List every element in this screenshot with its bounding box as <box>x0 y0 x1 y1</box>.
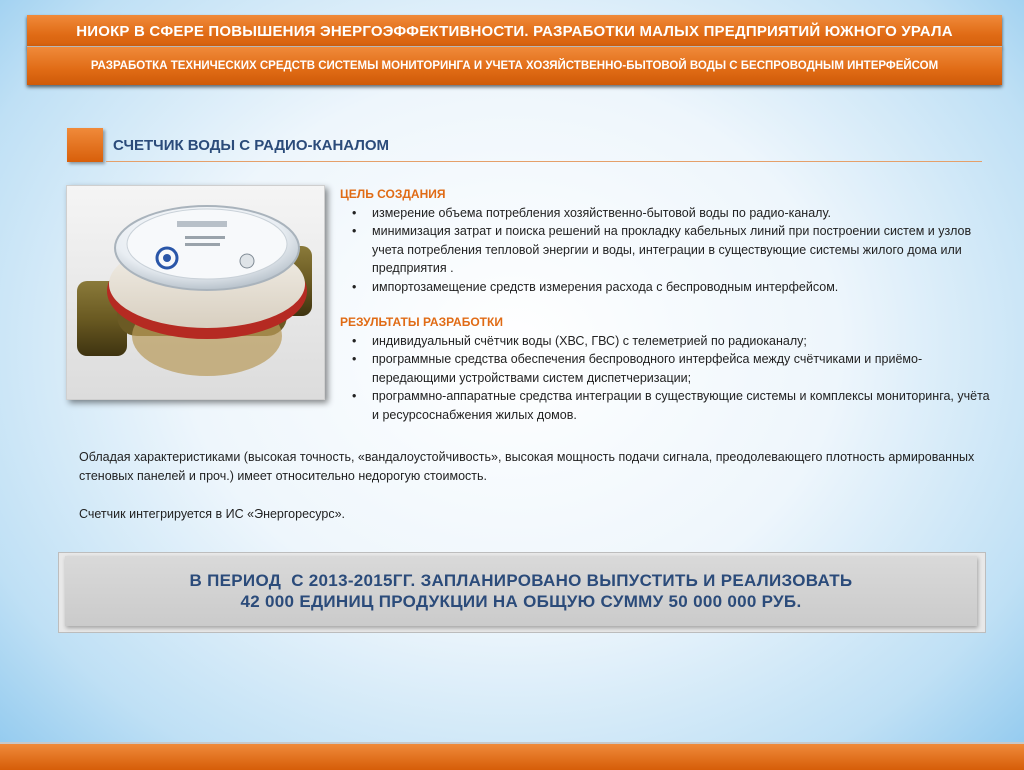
list-item: • импортозамещение средств измерения расхода с беспроводным интерфейсом. <box>340 278 990 297</box>
section-marker <box>67 128 103 162</box>
list-item: • индивидуальный счётчик воды (ХВС, ГВС) с телеметрией по радиоканалу; <box>340 332 990 351</box>
plan-banner <box>65 556 977 626</box>
integration-paragraph: Счетчик интегрируется в ИС «Энергоресурс». <box>79 507 346 521</box>
list-item: • программно-аппаратные средства интеграции в существующие системы и комплексы мониторинга, учёта и ресурсоснабжения жилых домов. <box>340 387 990 424</box>
header-subtitle: РАЗРАБОТКА ТЕХНИЧЕСКИХ СРЕДСТВ СИСТЕМЫ МОНИТОРИНГА И УЧЕТА ХОЗЯЙСТВЕННО-БЫТОВОЙ ВОДЫ С БЕСПРОВОДНЫМ ИНТЕРФЕЙСОМ <box>27 46 1002 85</box>
section-title: СЧЕТЧИК ВОДЫ С РАДИО-КАНАЛОМ <box>113 137 390 154</box>
list-item: • минимизация затрат и поиска решений на прокладку кабельных линий при построении систем и узлов учета потребления тепловой энергии и воды, интеграции в существующие системы жилого дома или предприятия . <box>340 222 990 278</box>
list-item: • программные средства обеспечения беспроводного интерфейса между счётчиками и приёмо-передающими устройствами систем диспетчеризации; <box>340 350 990 387</box>
water-meter-photo <box>66 185 325 400</box>
banner-line-2: 42 000 ЕДИНИЦ ПРОДУКЦИИ НА ОБЩУЮ СУММУ 50 000 000 РУБ. <box>240 592 802 611</box>
header-title: НИОКР В СФЕРЕ ПОВЫШЕНИЯ ЭНЕРГОЭФФЕКТИВНОСТИ. РАЗРАБОТКИ МАЛЫХ ПРЕДПРИЯТИЙ ЮЖНОГО УРАЛА <box>27 15 1002 48</box>
section-divider <box>106 161 982 162</box>
results-list <box>340 332 990 425</box>
goals-list <box>340 204 990 297</box>
list-item: • измерение объема потребления хозяйственно-бытовой воды по радио-каналу. <box>340 204 990 223</box>
characteristics-paragraph: Обладая характеристиками (высокая точность, «вандалоустойчивость», высокая мощность подачи сигнала, преодолевающего плотность армированных стеновых панелей и проч.) имеет относительно недорогую стоимость. <box>79 450 975 483</box>
goals-heading: ЦЕЛЬ СОЗДАНИЯ <box>340 187 446 201</box>
banner-line-1: В ПЕРИОД С 2013-2015ГГ. ЗАПЛАНИРОВАНО ВЫПУСТИТЬ И РЕАЛИЗОВАТЬ <box>189 571 853 590</box>
results-heading: РЕЗУЛЬТАТЫ РАЗРАБОТКИ <box>340 315 503 329</box>
footer-bar <box>0 742 1024 770</box>
description-block <box>340 185 990 424</box>
water-meter-illustration <box>67 186 324 399</box>
